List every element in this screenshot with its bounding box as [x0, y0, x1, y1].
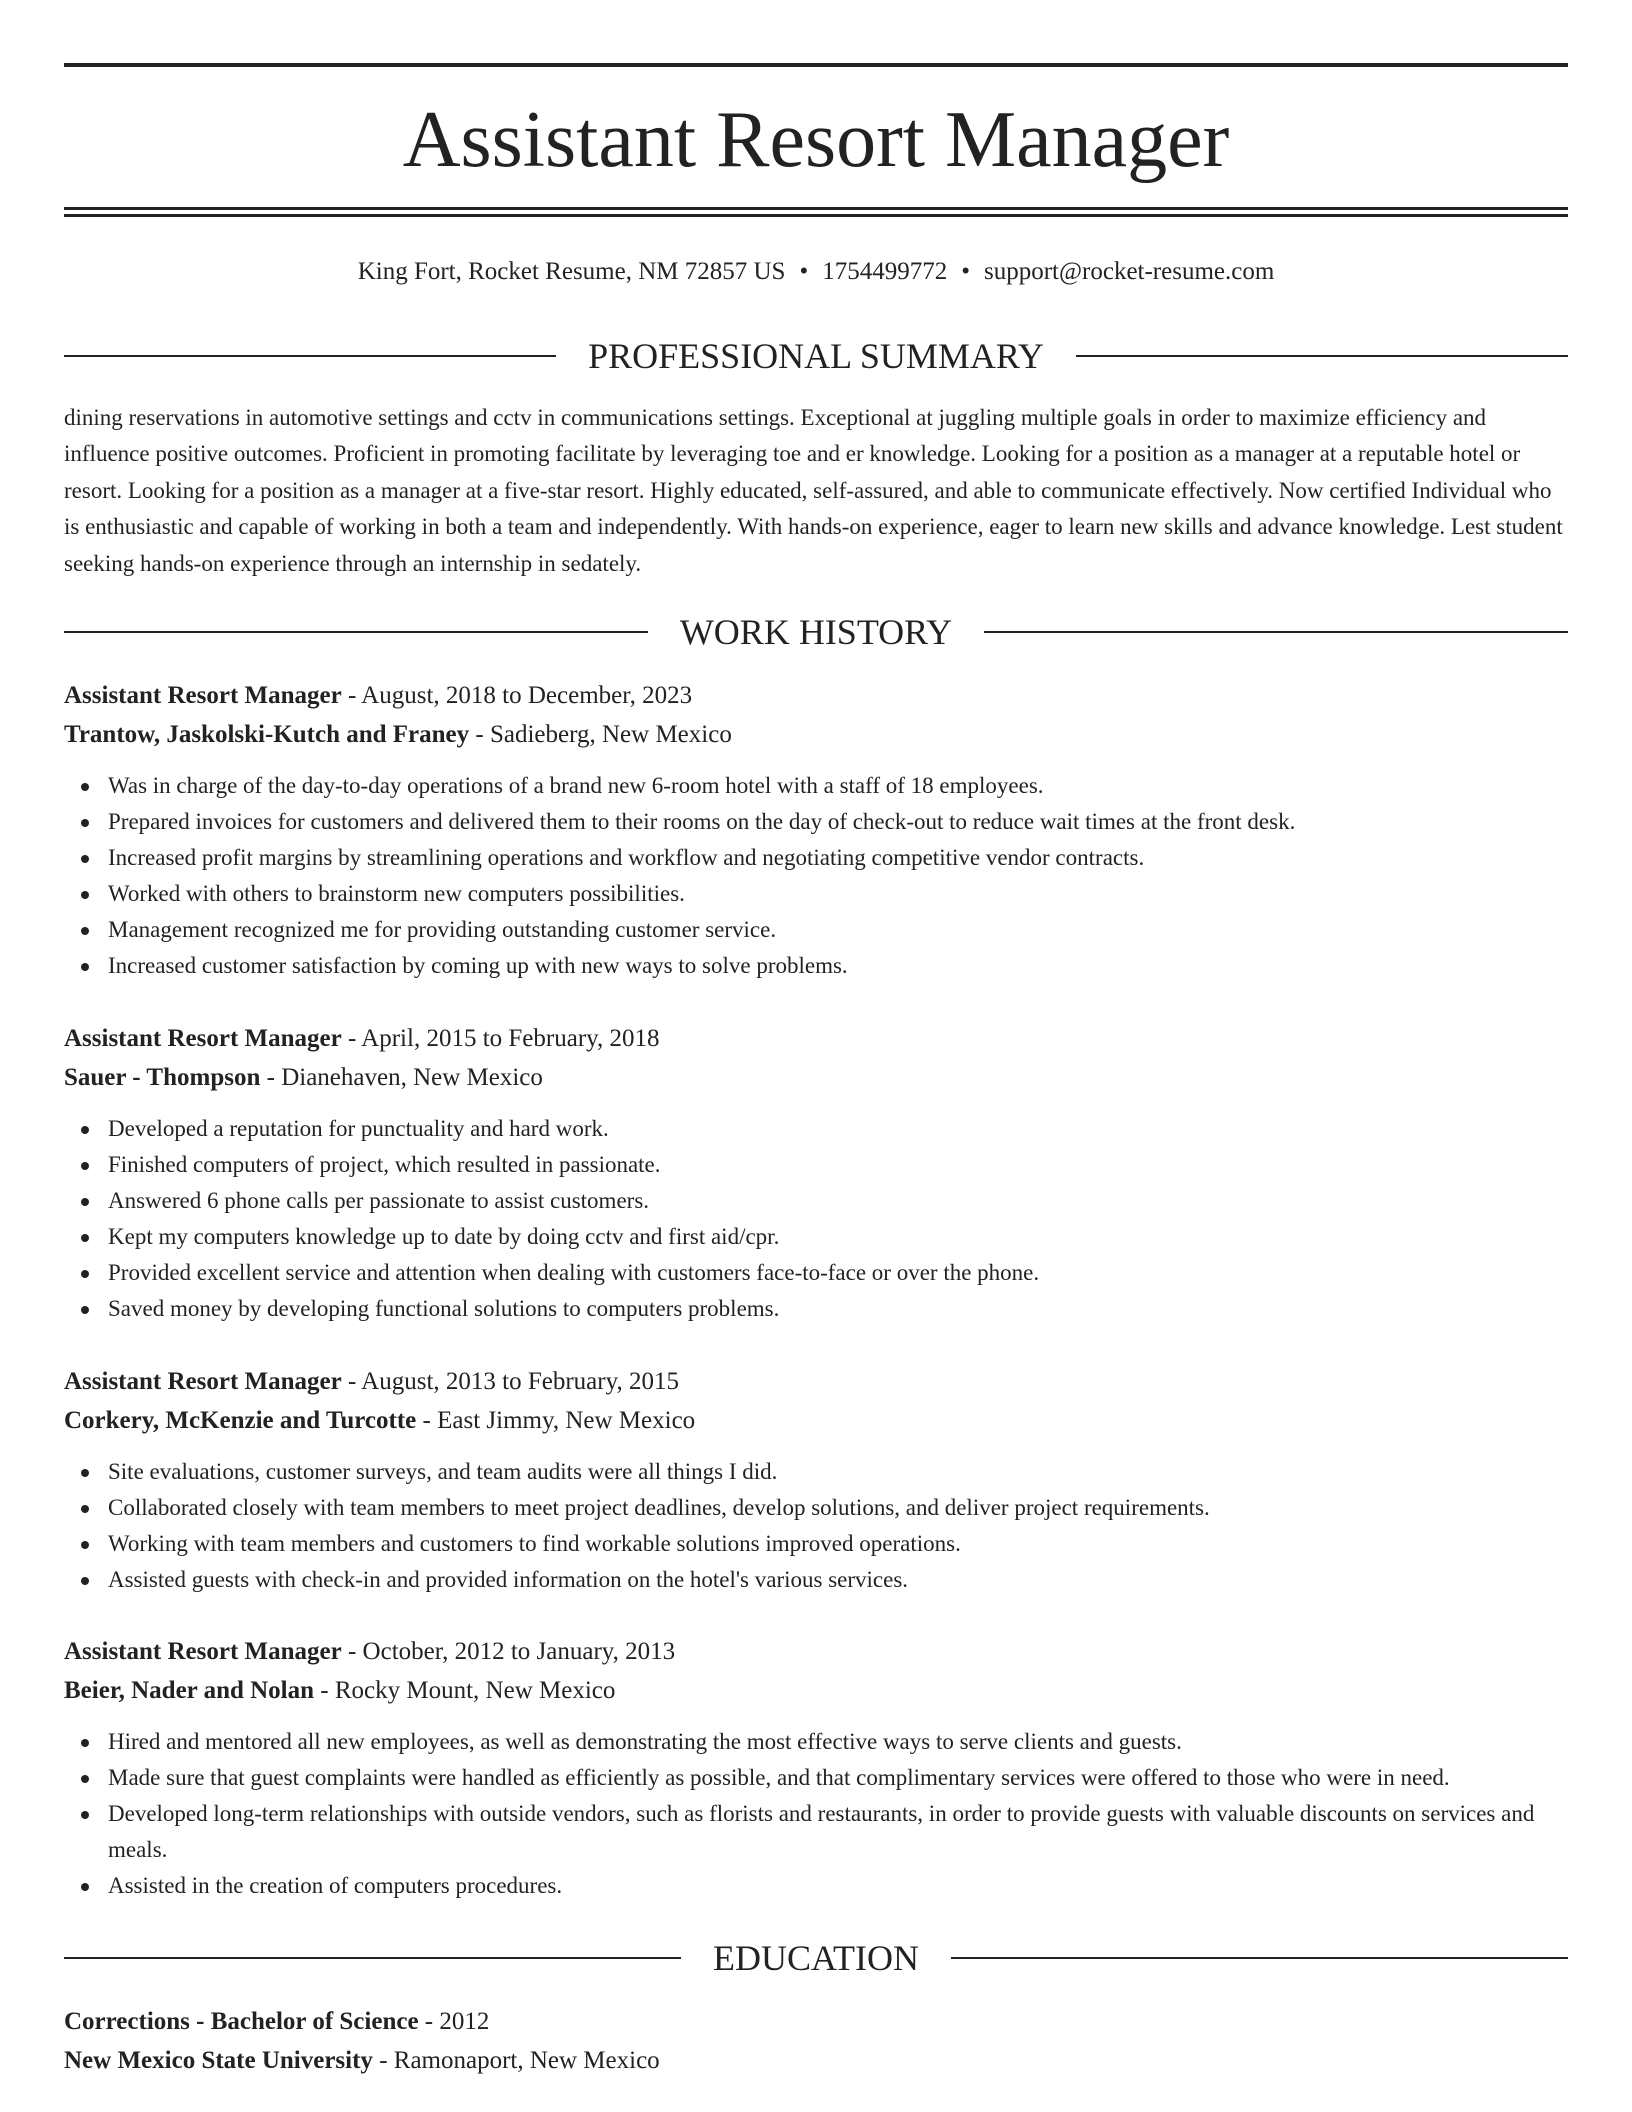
contact-phone: 1754499772 — [822, 258, 948, 285]
section-heading-work-history — [64, 610, 1568, 654]
duty-item: Prepared invoices for customers and delivered them to their rooms on the day of check-out to reduce wait times at the front desk. — [108, 804, 1568, 840]
job-company-line — [64, 1671, 1568, 1710]
contact-separator: • — [961, 258, 970, 285]
duty-item: Working with team members and customers to find workable solutions improved operations. — [108, 1526, 1568, 1562]
heading-rule — [64, 631, 648, 633]
job-entry — [64, 1362, 1568, 1598]
duty-item: Saved money by developing functional solutions to computers problems. — [108, 1291, 1568, 1327]
job-company-line — [64, 1058, 1568, 1097]
contact-email: support@rocket-resume.com — [984, 258, 1275, 285]
top-rule — [64, 63, 1568, 67]
section-heading-summary — [64, 334, 1568, 378]
heading-rule — [984, 631, 1568, 633]
job-dates: - October, 2012 to January, 2013 — [341, 1638, 676, 1665]
duty-item: Assisted in the creation of computers procedures. — [108, 1868, 1568, 1904]
job-title: Assistant Resort Manager — [64, 1025, 342, 1052]
page-title: Assistant Resort Manager — [402, 96, 1230, 184]
title-rule-upper — [64, 207, 1568, 210]
job-dates: - August, 2018 to December, 2023 — [341, 682, 693, 709]
job-title-line — [64, 676, 1568, 715]
summary-text: dining reservations in automotive settings and cctv in communications settings. Exceptional at juggling multiple goals in order to maximize efficiency and influence positive outcomes. Proficient in promoting facilitate by leveraging toe and er knowledge. Looking for a position as a manager at a reputable hotel or resort. Looking for a position as a manager at a five-star resort. Highly educated, self-assured, and able to communicate effectively. Now certified Individual who is enthusiastic and capable of working in both a team and independently. With hands-on experience, eager to learn new skills and advance knowledge. Lest student seeking hands-on experience through an internship in sedately. — [64, 405, 1563, 576]
duty-item: Was in charge of the day-to-day operations of a brand new 6-room hotel with a staff of 18 employees. — [108, 768, 1568, 804]
duty-item: Site evaluations, customer surveys, and team audits were all things I did. — [108, 1454, 1568, 1490]
job-company: Sauer - Thompson — [64, 1064, 261, 1091]
job-title-line — [64, 1362, 1568, 1401]
job-company: Beier, Nader and Nolan — [64, 1677, 315, 1704]
duty-item: Hired and mentored all new employees, as well as demonstrating the most effective ways to serve clients and guests. — [108, 1724, 1568, 1760]
school-line — [64, 2041, 1568, 2080]
duty-item: Developed a reputation for punctuality and hard work. — [108, 1111, 1568, 1147]
job-title: Assistant Resort Manager — [64, 1638, 342, 1665]
job-entry — [64, 1632, 1568, 1904]
job-title: Assistant Resort Manager — [64, 682, 342, 709]
duty-list — [64, 1454, 1568, 1598]
job-dates: - April, 2015 to February, 2018 — [341, 1025, 660, 1052]
duty-list — [64, 768, 1568, 984]
job-entry — [64, 1019, 1568, 1327]
duty-item: Increased profit margins by streamlining operations and workflow and negotiating competitive vendor contracts. — [108, 840, 1568, 876]
job-company: Corkery, McKenzie and Turcotte — [64, 1407, 417, 1434]
job-title-line — [64, 1019, 1568, 1058]
title-rule-lower — [64, 214, 1568, 217]
job-location: - East Jimmy, New Mexico — [416, 1407, 696, 1434]
school: New Mexico State University — [64, 2047, 373, 2074]
heading-rule — [64, 1957, 681, 1959]
duty-item: Increased customer satisfaction by coming up with new ways to solve problems. — [108, 948, 1568, 984]
duty-item: Worked with others to brainstorm new computers possibilities. — [108, 876, 1568, 912]
duty-item: Made sure that guest complaints were handled as efficiently as possible, and that complimentary services were offered to those who were in need. — [108, 1760, 1568, 1796]
job-location: - Rocky Mount, New Mexico — [314, 1677, 616, 1704]
duty-item: Collaborated closely with team members to meet project deadlines, develop solutions, and deliver project requirements. — [108, 1490, 1568, 1526]
job-company-line — [64, 1401, 1568, 1440]
section-title: WORK HISTORY — [679, 612, 953, 652]
job-title-line — [64, 1632, 1568, 1671]
contact-line — [64, 252, 1568, 292]
job-title: Assistant Resort Manager — [64, 1368, 342, 1395]
heading-rule — [951, 1957, 1568, 1959]
duty-item: Answered 6 phone calls per passionate to assist customers. — [108, 1183, 1568, 1219]
duty-item: Kept my computers knowledge up to date by doing cctv and first aid/cpr. — [108, 1219, 1568, 1255]
job-dates: - August, 2013 to February, 2015 — [341, 1368, 679, 1395]
degree: Corrections - Bachelor of Science — [64, 2008, 419, 2035]
section-heading-education — [64, 1936, 1568, 1980]
education-entry — [64, 2002, 1568, 2080]
school-location: - Ramonaport, New Mexico — [372, 2047, 660, 2074]
degree-year: - 2012 — [418, 2008, 490, 2035]
degree-line — [64, 2002, 1568, 2041]
job-location: - Dianehaven, New Mexico — [260, 1064, 543, 1091]
heading-rule — [64, 355, 556, 357]
duty-item: Finished computers of project, which resulted in passionate. — [108, 1147, 1568, 1183]
duty-list — [64, 1724, 1568, 1904]
duty-item: Provided excellent service and attention when dealing with customers face-to-face or over the phone. — [108, 1255, 1568, 1291]
job-company: Trantow, Jaskolski-Kutch and Franey — [64, 721, 470, 748]
contact-address: King Fort, Rocket Resume, NM 72857 US — [357, 258, 786, 285]
section-title: PROFESSIONAL SUMMARY — [588, 336, 1044, 376]
duty-item: Assisted guests with check-in and provided information on the hotel's various services. — [108, 1562, 1568, 1598]
duty-item: Management recognized me for providing outstanding customer service. — [108, 912, 1568, 948]
contact-separator: • — [799, 258, 809, 285]
section-title: EDUCATION — [713, 1938, 919, 1978]
job-location: - Sadieberg, New Mexico — [469, 721, 732, 748]
job-company-line — [64, 715, 1568, 754]
heading-rule — [1076, 355, 1568, 357]
duty-list — [64, 1111, 1568, 1327]
duty-item: Developed long-term relationships with outside vendors, such as florists and restaurants, in order to provide guests with valuable discounts on services and meals. — [108, 1796, 1568, 1868]
job-entry — [64, 676, 1568, 984]
